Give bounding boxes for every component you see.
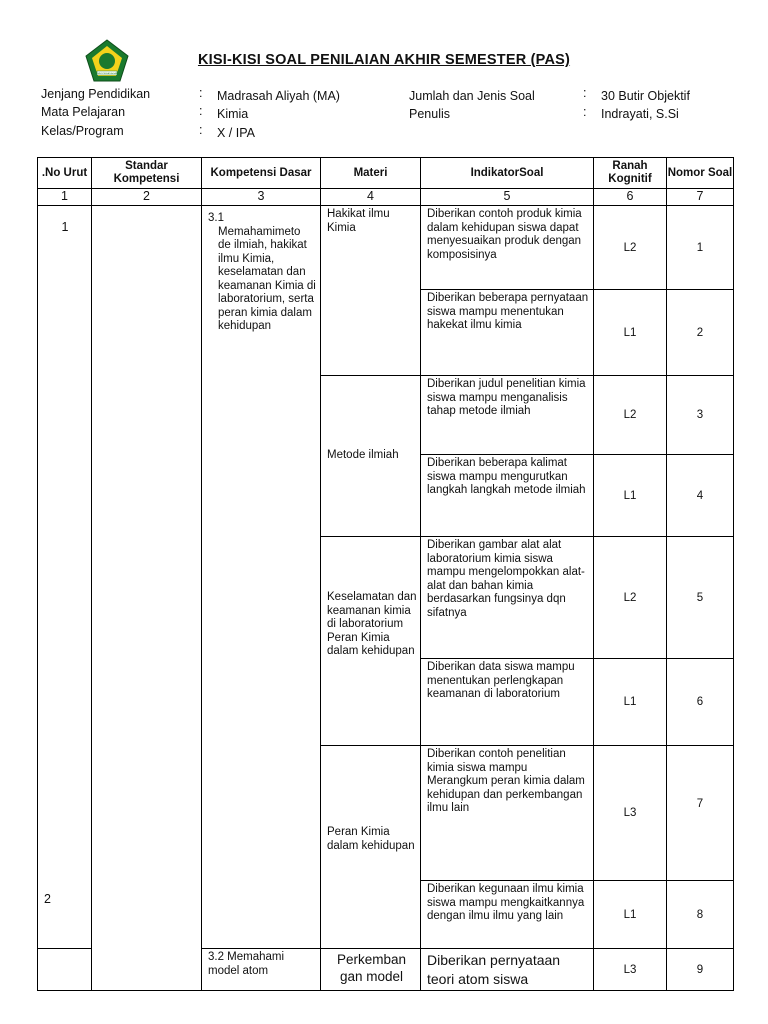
header-materi: Materi bbox=[321, 158, 421, 189]
column-number-row bbox=[38, 189, 734, 206]
header-no-urut: .No Urut bbox=[38, 158, 92, 189]
materi-metode-ilmiah: Metode ilmiah bbox=[321, 376, 421, 537]
mapel-label: Mata Pelajaran bbox=[41, 105, 126, 119]
nomor-4: 4 bbox=[667, 455, 734, 537]
table-row bbox=[38, 206, 734, 290]
column-number: 7 bbox=[667, 189, 734, 206]
colon: : bbox=[583, 105, 587, 119]
indikator-3: Diberikan judul penelitian kimia siswa mampu menganalisis tahap metode ilmiah bbox=[421, 376, 594, 455]
penulis-label: Penulis bbox=[409, 107, 450, 121]
indikator-4: Diberikan beberapa kalimat siswa mampu mengurutkan langkah langkah metode ilmiah bbox=[421, 455, 594, 537]
column-number: 4 bbox=[321, 189, 421, 206]
header-standar-kompetensi: Standar Kompetensi bbox=[92, 158, 202, 189]
indikator-1: Diberikan contoh produk kimia dalam kehidupan siswa dapat menyesuaikan produk dengan komposisinya bbox=[421, 206, 594, 290]
indikator-2: Diberikan beberapa pernyataan siswa mampu menentukan hakekat ilmu kimia bbox=[421, 290, 594, 376]
no-urut-1: 1 bbox=[61, 220, 69, 234]
header-indikator-soal: IndikatorSoal bbox=[421, 158, 594, 189]
ranah-7: L3 bbox=[594, 746, 667, 881]
indikator-8: Diberikan kegunaan ilmu kimia siswa mampu mengkaitkannya dengan ilmu ilmu yang lain bbox=[421, 881, 594, 949]
ranah-6: L1 bbox=[594, 659, 667, 746]
nomor-5: 5 bbox=[667, 537, 734, 659]
logo-text: KEMENTERIAN AGAMA bbox=[94, 73, 120, 75]
nomor-1: 1 bbox=[667, 206, 734, 290]
nomor-7: 7 bbox=[667, 746, 734, 881]
kisi-kisi-table bbox=[37, 157, 734, 991]
ranah-9: L3 bbox=[594, 949, 667, 991]
penulis-value: Indrayati, S.Si bbox=[601, 107, 679, 121]
column-number: 3 bbox=[202, 189, 321, 206]
materi-hakikat: Hakikat ilmu Kimia bbox=[321, 206, 421, 376]
kd-3-1-text: Memahamimeto de ilmiah, hakikat ilmu Kimia, keselamatan dan keamanan Kimia di laboratorium, serta peran kimia dalam kehidupan bbox=[218, 225, 316, 332]
indikator-5: Diberikan gambar alat alat laboratorium kimia siswa mampu mengelompokkan alat-alat dan bahan kimia berdasarkan fungsinya dqn sifatnya bbox=[421, 537, 594, 659]
header-nomor-soal: Nomor Soal bbox=[667, 158, 734, 189]
materi-peran-kimia: Peran Kimia dalam kehidupan bbox=[321, 746, 421, 949]
indikator-6: Diberikan data siswa mampu menentukan perlengkapan keamanan di laboratorium bbox=[421, 659, 594, 746]
header-kompetensi-dasar: Kompetensi Dasar bbox=[202, 158, 321, 189]
kelas-label: Kelas/Program bbox=[41, 124, 124, 138]
no-urut-empty bbox=[38, 949, 92, 991]
nomor-8: 8 bbox=[667, 881, 734, 949]
materi-keselamatan: Keselamatan dan keamanan kimia di laboratorium Peran Kimia dalam kehidupan bbox=[321, 537, 421, 746]
header-ranah-kognitif: Ranah Kognitif bbox=[594, 158, 667, 189]
nomor-2: 2 bbox=[667, 290, 734, 376]
indikator-7: Diberikan contoh penelitian kimia siswa mampu Merangkum peran kimia dalam kehidupan dan perkembangan ilmu lain bbox=[421, 746, 594, 881]
jumlah-value: 30 Butir Objektif bbox=[601, 89, 690, 103]
nomor-9: 9 bbox=[667, 949, 734, 991]
colon: : bbox=[583, 86, 587, 100]
no-urut-cell bbox=[38, 206, 92, 949]
nomor-6: 6 bbox=[667, 659, 734, 746]
ranah-1: L2 bbox=[594, 206, 667, 290]
indikator-9: Diberikan pernyataan teori atom siswa bbox=[421, 949, 594, 991]
standar-kompetensi-cell bbox=[92, 206, 202, 991]
ranah-3: L2 bbox=[594, 376, 667, 455]
colon: : bbox=[199, 123, 203, 137]
mapel-value: Kimia bbox=[217, 107, 249, 121]
kd-3-1-number: 3.1 bbox=[208, 212, 224, 224]
document-title: KISI-KISI SOAL PENILAIAN AKHIR SEMESTER (PAS) bbox=[197, 52, 571, 68]
kelas-value: X / IPA bbox=[217, 126, 255, 140]
column-number: 1 bbox=[38, 189, 92, 206]
kd-3-2-text: 3.2 Memahami model atom bbox=[202, 949, 321, 991]
ranah-5: L2 bbox=[594, 537, 667, 659]
column-number: 6 bbox=[594, 189, 667, 206]
column-number: 5 bbox=[421, 189, 594, 206]
ranah-2: L1 bbox=[594, 290, 667, 376]
column-number: 2 bbox=[92, 189, 202, 206]
no-urut-2: 2 bbox=[44, 892, 51, 906]
ranah-4: L1 bbox=[594, 455, 667, 537]
jenjang-label: Jenjang Pendidikan bbox=[41, 87, 151, 101]
header-row bbox=[38, 158, 734, 189]
colon: : bbox=[199, 86, 203, 100]
jenjang-value: Madrasah Aliyah (MA) bbox=[217, 89, 340, 103]
nomor-3: 3 bbox=[667, 376, 734, 455]
ranah-8: L1 bbox=[594, 881, 667, 949]
jumlah-label: Jumlah dan Jenis Soal bbox=[409, 89, 535, 103]
kd-3-1-cell bbox=[202, 206, 321, 949]
materi-perkembangan: Perkemban gan model bbox=[321, 949, 421, 991]
colon: : bbox=[199, 104, 203, 118]
